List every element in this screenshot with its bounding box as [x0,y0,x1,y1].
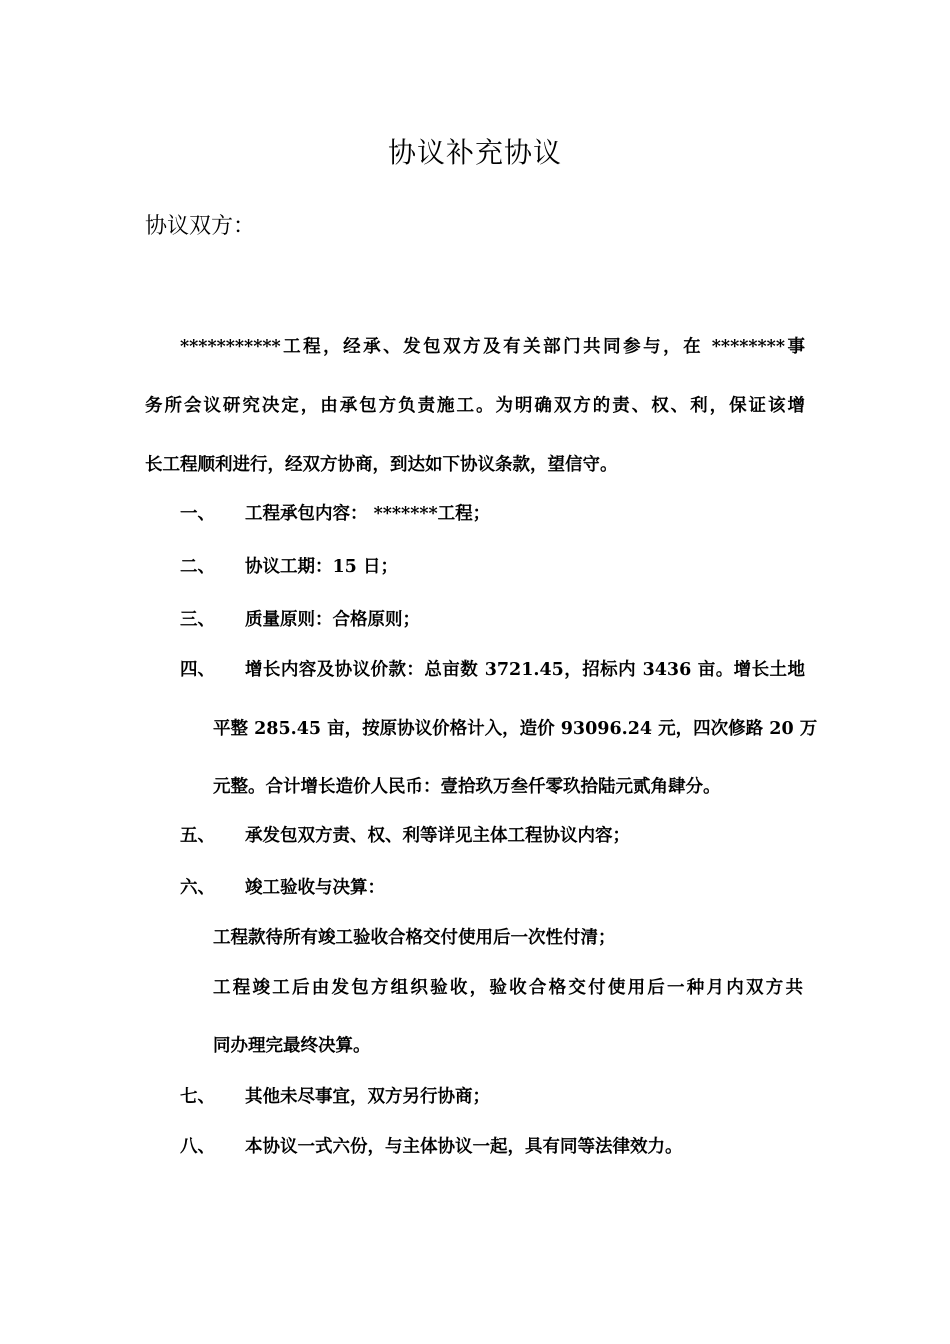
item-8-number: 八、 [180,1137,215,1157]
item-7-number: 七、 [180,1087,215,1107]
item-2-number: 二、 [180,557,215,577]
item-4-text: 增长内容及协议价款：总亩数 3721.45，招标内 3436 亩。增长土地 [245,660,805,680]
document-title: 协议补充协议 [387,136,562,169]
item-4-number: 四、 [180,660,215,680]
item-5-text: 承发包双方责、权、利等详见主体工程协议内容； [245,826,630,846]
parties-label: 协议双方： [145,214,256,239]
item-4-continuation-2: 元整。合计增长造价人民币：壹拾玖万叁仟零玖拾陆元贰角肆分。 [213,777,721,797]
item-1-text: 工程承包内容： *******工程； [245,504,491,524]
item-6-sub-1: 工程款待所有竣工验收合格交付使用后一次性付清； [213,928,616,948]
item-6-sub-2a: 工程竣工后由发包方组织验收，验收合格交付使用后一种月内双方共 [213,978,803,998]
item-1-number: 一、 [180,504,215,524]
item-7-text: 其他未尽事宜，双方另行协商； [245,1087,490,1107]
intro-line-2: 务所会议研究决定，由承包方负责施工。为明确双方的责、权、利，保证该增 [145,396,805,416]
item-6-text: 竣工验收与决算： [245,878,385,898]
item-2-text: 协议工期：15 日； [245,557,398,577]
intro-line-1: ***********工程，经承、发包双方及有关部门共同参与，在 ********事 [180,337,805,357]
intro-line-3: 长工程顺利进行，经双方协商，到达如下协议条款，望信守。 [145,455,618,475]
item-6-number: 六、 [180,878,215,898]
item-8-text: 本协议一式六份，与主体协议一起，具有同等法律效力。 [245,1137,683,1157]
item-5-number: 五、 [180,826,215,846]
item-3-text: 质量原则：合格原则； [245,610,420,630]
item-4-continuation-1: 平整 285.45 亩，按原协议价格计入，造价 93096.24 元，四次修路 20 万 [213,719,818,739]
item-3-number: 三、 [180,610,215,630]
item-6-sub-2b: 同办理完最终决算。 [213,1036,371,1056]
